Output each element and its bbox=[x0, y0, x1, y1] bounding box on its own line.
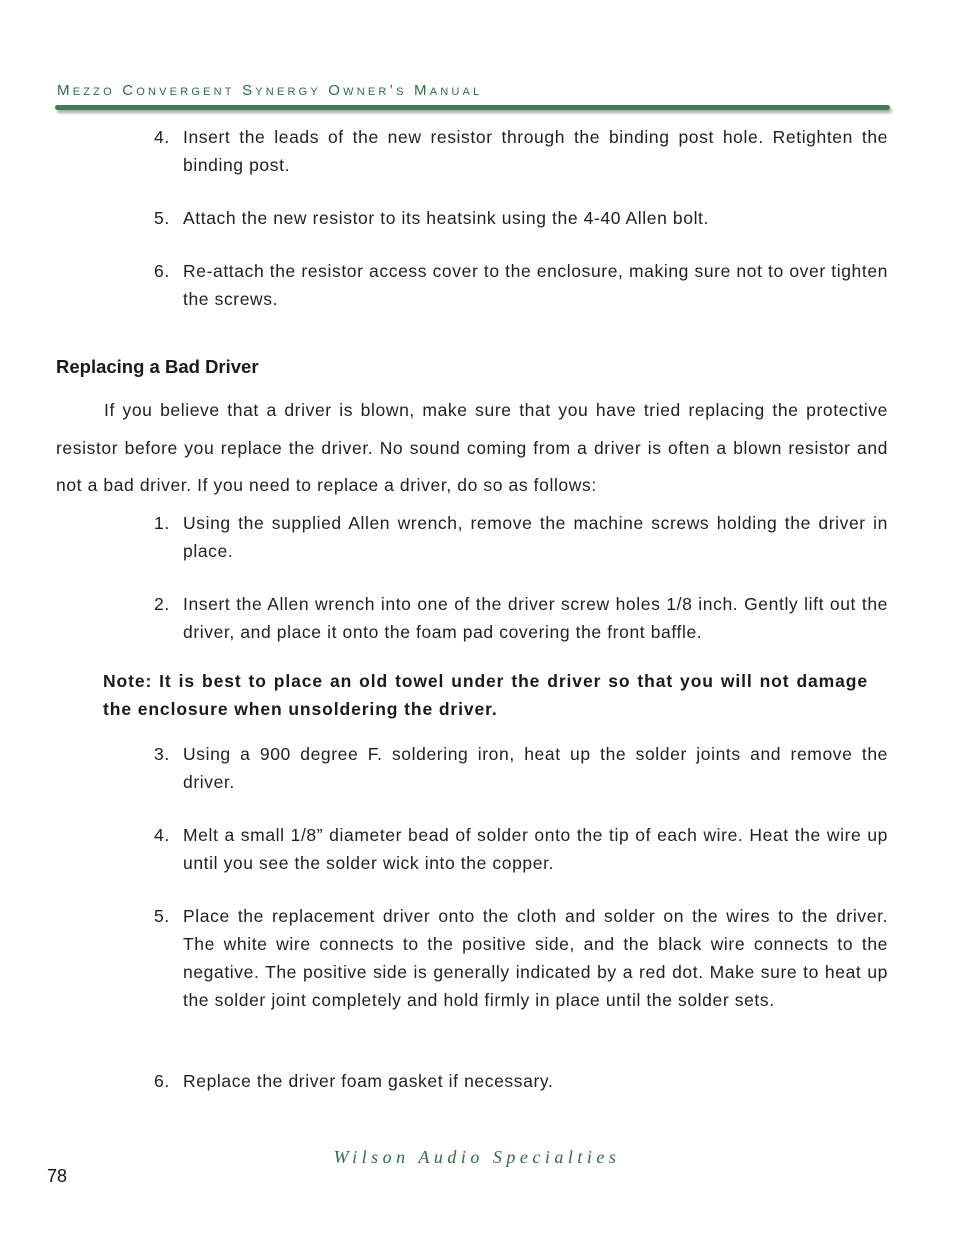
note-paragraph: Note: It is best to place an old towel under the driver so that you will not damage the enclosure when unsoldering the driver. bbox=[103, 671, 868, 719]
list-item bbox=[154, 123, 888, 179]
step-number: 5. bbox=[154, 208, 170, 228]
step-text: Replace the driver foam gasket if necessary. bbox=[183, 1071, 554, 1091]
list-item bbox=[154, 1067, 888, 1095]
step-text: Using a 900 degree F. soldering iron, heat up the solder joints and remove the driver. bbox=[183, 744, 888, 792]
list-item bbox=[154, 204, 888, 232]
step-text: Re-attach the resistor access cover to the enclosure, making sure not to over tighten the screws. bbox=[183, 261, 888, 309]
step-number: 6. bbox=[154, 1071, 170, 1091]
footer-company: Wilson Audio Specialties bbox=[333, 1147, 621, 1167]
step-text: Melt a small 1/8” diameter bead of solder onto the tip of each wire. Heat the wire up until you see the solder wick into the copper. bbox=[183, 825, 888, 873]
step-number: 4. bbox=[154, 825, 170, 845]
step-text: Insert the Allen wrench into one of the driver screw holes 1/8 inch. Gently lift out the driver, and place it onto the foam pad covering the front baffle. bbox=[183, 594, 888, 642]
section-heading: Replacing a Bad Driver bbox=[56, 356, 259, 377]
running-header-title: Mezzo Convergent Synergy Owner’s Manual bbox=[57, 82, 483, 99]
intro-paragraph: If you believe that a driver is blown, make sure that you have tried replacing the protective resistor before you replace the driver. No sound coming from a driver is often a blown resistor and not a bad driver. If you need to replace a driver, do so as follows: bbox=[56, 400, 888, 495]
header-divider bbox=[55, 105, 890, 110]
page-number: 78 bbox=[47, 1166, 68, 1186]
list-item bbox=[154, 257, 888, 313]
step-number: 4. bbox=[154, 127, 170, 147]
step-number: 2. bbox=[154, 594, 170, 614]
step-number: 3. bbox=[154, 744, 170, 764]
list-item bbox=[154, 590, 888, 646]
step-text: Attach the new resistor to its heatsink using the 4-40 Allen bolt. bbox=[183, 208, 709, 228]
step-text: Place the replacement driver onto the cloth and solder on the wires to the driver. The white wire connects to the positive side, and the black wire connects to the negative. The positive side is generally indicated by a red dot. Make sure to heat up the solder joint completely and hold firmly in place until the solder sets. bbox=[183, 906, 888, 1010]
list-item bbox=[154, 821, 888, 877]
list-item bbox=[154, 740, 888, 796]
step-text: Using the supplied Allen wrench, remove the machine screws holding the driver in place. bbox=[183, 513, 888, 561]
step-number: 1. bbox=[154, 513, 170, 533]
step-number: 5. bbox=[154, 906, 170, 926]
step-number: 6. bbox=[154, 261, 170, 281]
list-item bbox=[154, 902, 888, 1014]
list-item bbox=[154, 509, 888, 565]
step-text: Insert the leads of the new resistor through the binding post hole. Retighten the binding post. bbox=[183, 127, 888, 175]
